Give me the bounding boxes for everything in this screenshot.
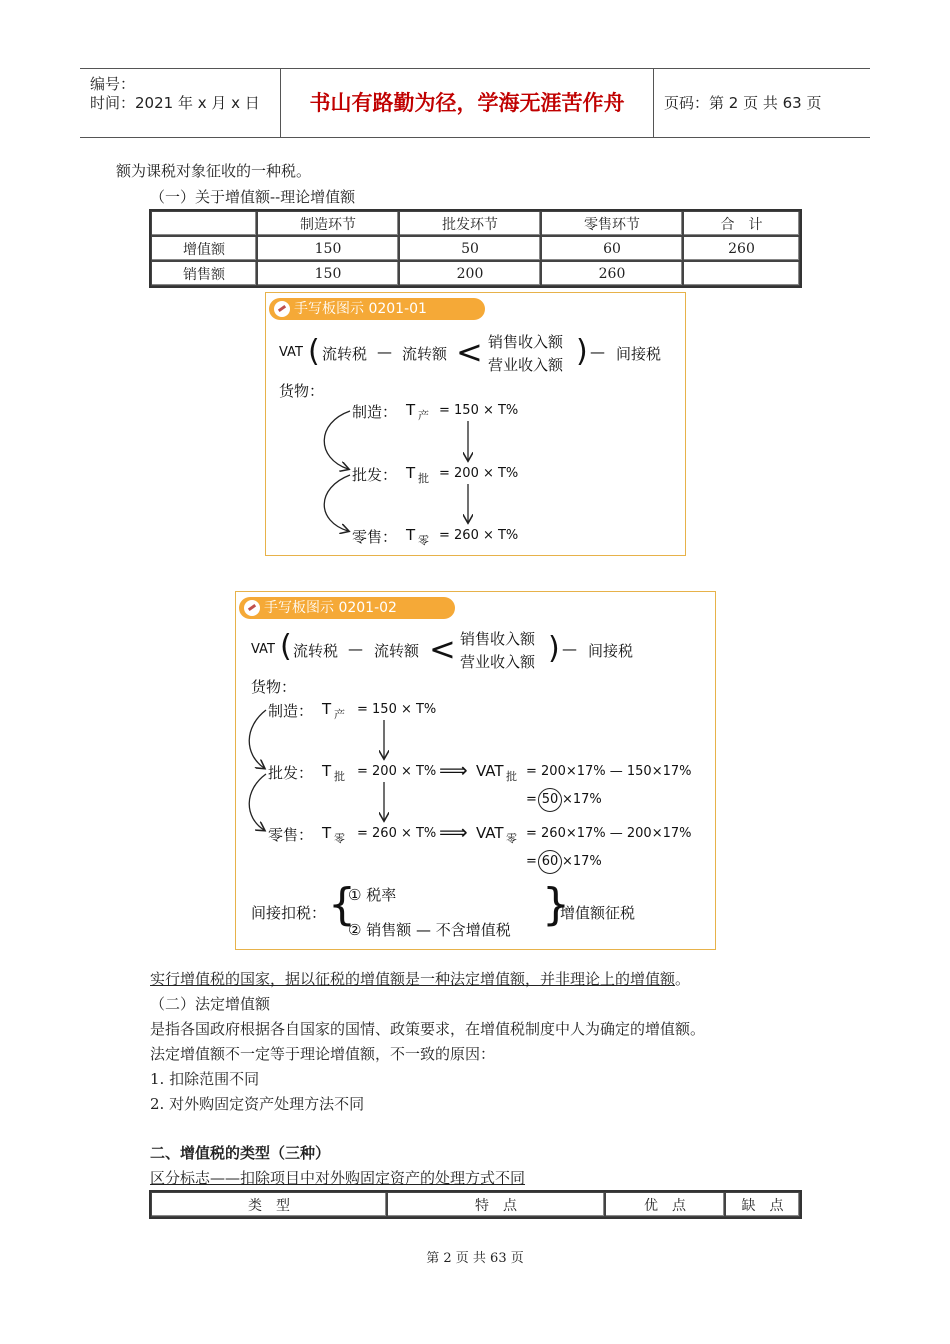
right-paren-icon: )	[548, 631, 560, 666]
table-header-cell: 缺 点	[725, 1192, 800, 1217]
table-cell: 150	[257, 261, 399, 286]
t-symbol: T	[322, 824, 332, 842]
manufacture-label: 制造：	[268, 702, 314, 720]
heading-vat-types: 二、增值税的类型（三种）	[150, 1144, 331, 1162]
value-added-tax-label: 增值额征税	[560, 904, 636, 922]
times-rate: ×17%	[562, 792, 602, 807]
wholesale-label: 批发：	[268, 764, 314, 782]
wholesale-equation: = 200 × T%	[357, 764, 437, 779]
header-meta	[80, 69, 281, 137]
t-symbol: T	[406, 464, 416, 482]
header-motto: 书山有路勤为径，学海无涯苦作舟	[281, 69, 654, 137]
circled-value: 50	[538, 788, 562, 812]
table-header-cell: 制造环节	[257, 211, 399, 236]
t-subscript: 产	[418, 409, 429, 422]
wholesale-equation: = 200 × T%	[439, 466, 519, 481]
t-subscript: 批	[334, 770, 345, 783]
right-paren-icon: )	[576, 334, 588, 369]
retail-equation: = 260 × T%	[439, 528, 519, 543]
t-symbol: T	[406, 526, 416, 544]
eq-sign: =	[526, 792, 537, 807]
value-added-table	[149, 209, 802, 288]
turnover-amount: 流转额	[402, 345, 448, 363]
t-subscript: 批	[418, 472, 429, 485]
figure2-badge: 手写板图示 0201-02	[239, 597, 455, 619]
left-paren-icon: (	[280, 629, 292, 664]
flow-arrows-icon	[236, 592, 715, 949]
intro-text: 额为课税对象征收的一种税。	[116, 162, 312, 180]
vat-types-table	[149, 1190, 802, 1219]
table-header-row	[151, 211, 800, 236]
section1-title: （一）关于增值额--理论增值额	[150, 188, 356, 206]
sales-income: 销售收入额	[460, 630, 536, 648]
vat-label: VAT	[251, 642, 275, 657]
goods-label: 货物：	[279, 382, 325, 400]
dash: —	[562, 640, 577, 658]
item-sales-amount: ② 销售额 — 不含增值税	[348, 921, 511, 939]
date-label: 时间：2021 年 x 月 x 日	[90, 94, 260, 112]
manufacture-label: 制造：	[352, 403, 398, 421]
goods-label: 货物：	[251, 678, 297, 696]
page-footer: 第 2 页 共 63 页	[426, 1251, 524, 1266]
para-distinction: 区分标志——扣除项目中对外购固定资产的处理方式不同	[150, 1169, 526, 1187]
dash: —	[590, 343, 605, 361]
table-cell: 增值额	[151, 236, 257, 261]
table-header-cell: 零售环节	[541, 211, 683, 236]
table-cell: 200	[399, 261, 541, 286]
indirect-tax: 间接税	[616, 345, 662, 363]
table-cell: 260	[683, 236, 800, 261]
indirect-deduct-label: 间接扣税：	[251, 904, 327, 922]
wholesale-label: 批发：	[352, 466, 398, 484]
business-income: 营业收入额	[460, 653, 536, 671]
less-than-bracket-icon: <	[429, 630, 456, 668]
table-row	[151, 236, 800, 261]
table-cell: 销售额	[151, 261, 257, 286]
retail-equation: = 260 × T%	[357, 826, 437, 841]
double-arrow-icon: ⟹	[439, 820, 468, 844]
table-header-cell	[151, 211, 257, 236]
vat-wholesale-equation: = 200×17% — 150×17%	[526, 764, 692, 779]
section2-title: （二）法定增值额	[150, 995, 271, 1013]
para-definition: 是指各国政府根据各自国家的国情、政策要求，在增值税制度中人为确定的增值额。	[150, 1020, 706, 1038]
table-cell: 60	[541, 236, 683, 261]
list-item: 2. 对外购固定资产处理方法不同	[150, 1095, 365, 1113]
para-reasons: 法定增值额不一定等于理论增值额，不一致的原因：	[150, 1045, 496, 1063]
handwriting-figure-1	[265, 292, 686, 556]
t-subscript: 零	[418, 534, 429, 547]
turnover-tax: 流转税	[322, 345, 368, 363]
vat-label: VAT	[279, 345, 303, 360]
table-header-cell: 合 计	[683, 211, 800, 236]
table-header-row	[151, 1192, 800, 1217]
flow-arrows-icon	[266, 293, 685, 555]
retail-label: 零售：	[352, 528, 398, 546]
table-cell: 150	[257, 236, 399, 261]
table-header-cell: 优 点	[605, 1192, 725, 1217]
table-header-cell: 类 型	[151, 1192, 387, 1217]
table-cell: 260	[541, 261, 683, 286]
list-item: 1. 扣除范围不同	[150, 1070, 260, 1088]
times-rate: ×17%	[562, 854, 602, 869]
turnover-tax: 流转税	[293, 642, 339, 660]
vat-retail-equation: = 260×17% — 200×17%	[526, 826, 692, 841]
vat-subscript: 零	[506, 832, 517, 845]
less-than-bracket-icon: <	[456, 333, 483, 371]
manufacture-equation: = 150 × T%	[439, 403, 519, 418]
number-label: 编号：	[90, 75, 136, 93]
vat-label: VAT	[476, 762, 504, 780]
t-symbol: T	[322, 762, 332, 780]
figure1-badge: 手写板图示 0201-01	[269, 298, 485, 320]
t-symbol: T	[322, 700, 332, 718]
vat-subscript: 批	[506, 770, 517, 783]
retail-label: 零售：	[268, 826, 314, 844]
handwriting-figure-2	[235, 591, 716, 950]
left-paren-icon: (	[308, 334, 320, 369]
table-row	[151, 261, 800, 286]
right-brace-icon: }	[542, 879, 570, 930]
item-tax-rate: ① 税率	[348, 886, 397, 904]
table-cell: 50	[399, 236, 541, 261]
indirect-tax: 间接税	[588, 642, 634, 660]
t-subscript: 产	[334, 708, 345, 721]
header-page-label: 页码：第 2 页 共 63 页	[664, 94, 822, 112]
eq-sign: =	[526, 854, 537, 869]
table-header-cell: 特 点	[387, 1192, 605, 1217]
dash: —	[348, 640, 363, 658]
para-legal-value-added: 实行增值税的国家，据以征税的增值额是一种法定增值额，并非理论上的增值额。	[150, 970, 691, 988]
double-arrow-icon: ⟹	[439, 758, 468, 782]
vat-label: VAT	[476, 824, 504, 842]
turnover-amount: 流转额	[374, 642, 420, 660]
circled-value: 60	[538, 850, 562, 874]
page-header	[80, 68, 870, 138]
left-brace-icon: {	[328, 879, 356, 930]
t-subscript: 零	[334, 832, 345, 845]
t-symbol: T	[406, 401, 416, 419]
table-header-cell: 批发环节	[399, 211, 541, 236]
table-cell	[683, 261, 800, 286]
business-income: 营业收入额	[488, 356, 564, 374]
manufacture-equation: = 150 × T%	[357, 702, 437, 717]
dash: —	[377, 343, 392, 361]
sales-income: 销售收入额	[488, 333, 564, 351]
